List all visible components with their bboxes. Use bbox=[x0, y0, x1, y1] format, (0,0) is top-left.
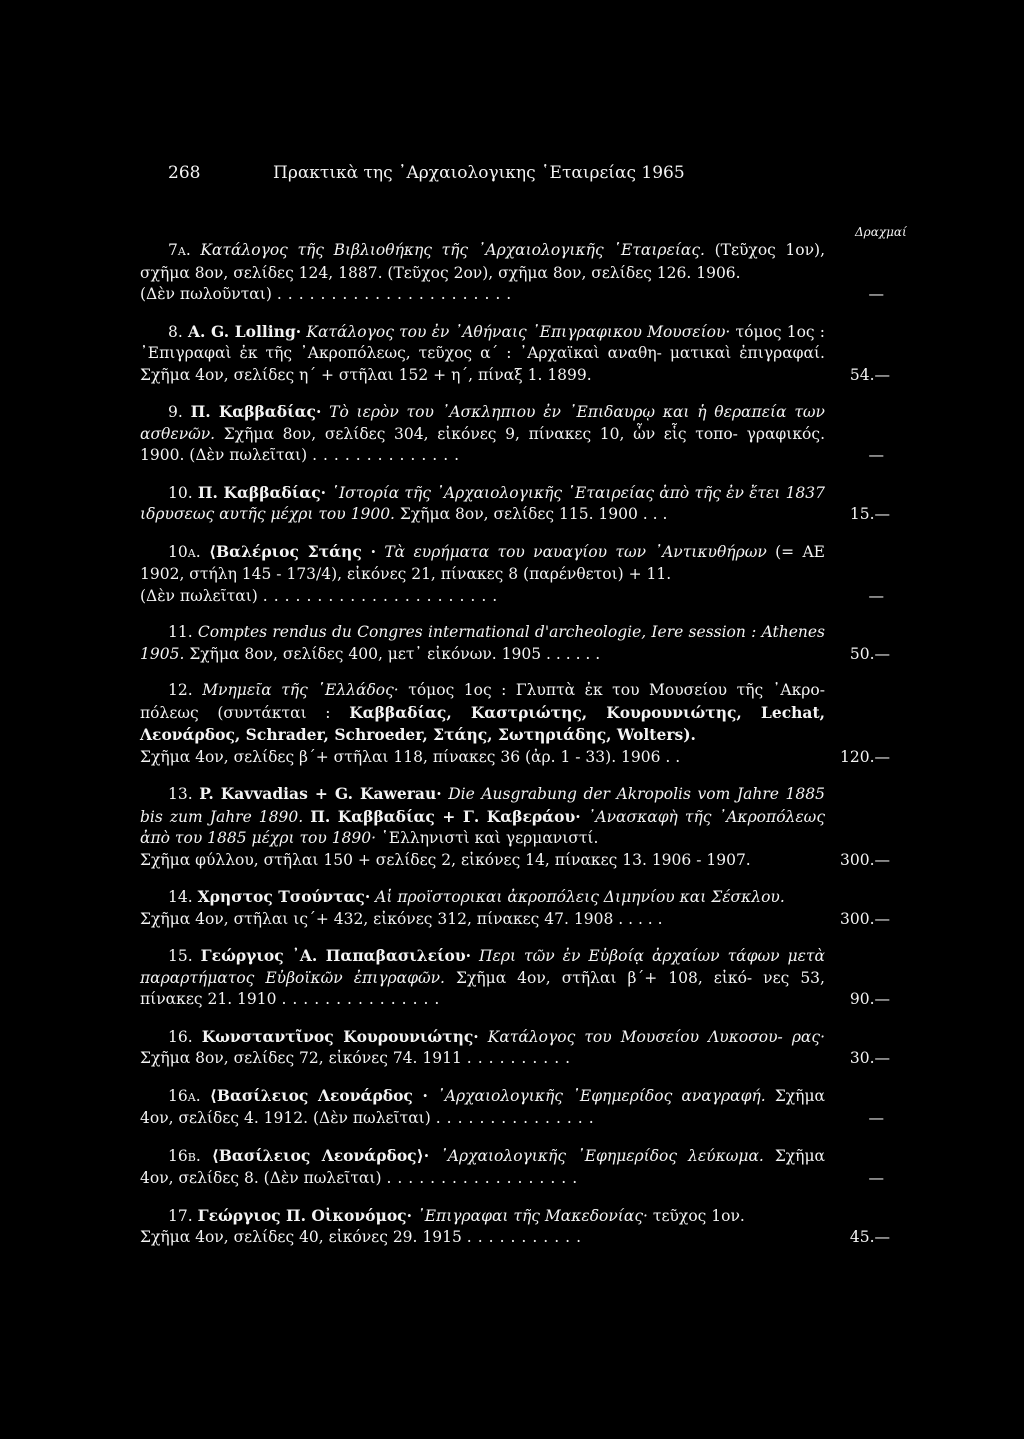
entry-price: 15.— bbox=[849, 505, 890, 523]
entry-price: 54.— bbox=[849, 365, 890, 384]
entry-title: Κατάλογος τῆς Βιβλιοθήκης τῆς ᾿Αρχαιολογικῆς ῾Εταιρείας. bbox=[200, 241, 705, 259]
entry-text: γραφικός. 1900. (Δὲν πωλεῖται) bbox=[140, 424, 825, 464]
entry-text: (Δὲν πωλεῖται) bbox=[140, 586, 258, 605]
entry-text: (= ΑΕ 1902, στήλη 145 - 173/4), εἰκόνες 21, πίνακες 8 (παρένθετοι) + 11. bbox=[140, 542, 825, 583]
entry-title-cont: μετὰ παραρτήματος Εὐβοϊκῶν ἐπιγραφῶν. bbox=[140, 947, 825, 987]
entry-author: A. G. Lolling· bbox=[187, 321, 302, 341]
entry-number: 11. bbox=[168, 623, 193, 641]
entry-number: 14. bbox=[168, 888, 193, 906]
entry-title-cont: Jahre 1885 bis zum Jahre 1890. bbox=[140, 785, 825, 826]
entry-text: Σχῆμα 4ον, σελίδες 40, εἰκόνες 29. 1915 bbox=[140, 1228, 462, 1246]
entry-price: 30.— bbox=[849, 1049, 890, 1067]
page-number: 268 bbox=[168, 163, 201, 183]
entry-title-cont: 1837 ιδρυσεως αυτῆς μέχρι του 1900. bbox=[140, 483, 826, 523]
catalogue-entry bbox=[140, 945, 890, 1011]
catalogue-entry: 16Α. ⟨Βασίλειος Λεονάρδος · ᾿Αρχαιολογικῆς ᾿Εφημερίδος αναγραφή. Σχῆμα 4ον, σελίδες 4. 1912. (Δὲν πωλεῖται) ............... — bbox=[140, 1085, 890, 1130]
entry-text: ματικαὶ ἐπιγραφαί. Σχῆμα 4ον, σελίδες η΄ + στῆλαι 152 + η΄, πίναξ 1. 1899. bbox=[140, 344, 825, 384]
entry-price: — bbox=[868, 285, 884, 303]
entry-text: νες 53, πίνακες 21. 1910 bbox=[140, 968, 825, 1008]
leader-dots: ...................... bbox=[276, 285, 518, 303]
entry-title: Κατάλογος του Μουσείου Λυκοσου- bbox=[487, 1027, 783, 1046]
entry-number: 16. bbox=[168, 1027, 193, 1046]
entry-number-suffix: Α bbox=[187, 1090, 196, 1104]
entry-title: Περι τῶν ἐν Εὐβοίᾳ ἀρχαίων τάφων bbox=[479, 947, 780, 965]
entry-title: ᾿Ανασκαφὴ bbox=[587, 807, 678, 826]
entry-number: 16 bbox=[168, 1086, 188, 1105]
entry-author: ⟨Βασίλειος Λεονάρδος⟩· bbox=[211, 1145, 430, 1165]
entry-price: — bbox=[868, 1169, 884, 1187]
entry-author: Γεώργιος ᾿Α. Παπαβασιλείου· bbox=[200, 946, 472, 965]
entry-author: Π. Καββαδίας· bbox=[190, 402, 322, 421]
entry-text: Σχῆμα 8ον, σελίδες 72, εἰκόνες 74. 1911 bbox=[140, 1049, 462, 1067]
entry-price: — bbox=[868, 586, 884, 605]
entry-text: τεῦχος 1ον. bbox=[652, 1206, 745, 1225]
entry-price: 120.— bbox=[839, 747, 890, 766]
entry-text: ῾Ελληνιστὶ καὶ γερμανιστί. bbox=[381, 829, 599, 847]
entry-title-cont: Athenes 1905. bbox=[140, 623, 825, 663]
catalogue-entry bbox=[140, 783, 890, 871]
page-header bbox=[168, 163, 848, 185]
entry-title: ᾿Αρχαιολογικῆς ᾿Εφημερίδος λεύκωμα. bbox=[440, 1146, 764, 1165]
running-title: Πρακτικὰ της ᾿Αρχαιολογικης ῾Εταιρείας 1965 bbox=[273, 163, 685, 183]
entry-text: 4ον, σελίδες 8. (Δὲν πωλεῖται) bbox=[140, 1169, 382, 1187]
entry-text: τόμος 1ος : Γλυπτὰ ἐκ του Μουσείου τῆς ᾿Ακρο- bbox=[408, 681, 825, 699]
entry-text: (Δὲν πωλοῦνται) bbox=[140, 285, 272, 303]
entry-price: — bbox=[868, 1109, 884, 1127]
entry-price: 300.— bbox=[839, 909, 890, 928]
entry-title: Die Ausgrabung der Akropolis vom bbox=[448, 785, 731, 803]
entry-price: 300.— bbox=[839, 850, 890, 869]
catalogue-list bbox=[140, 240, 890, 1264]
catalogue-entry: 10Α. ⟨Βαλέριος Στάης · Τὰ ευρήματα του ναυαγίου των ᾿Αντικυθήρων (= ΑΕ 1902, στήλη 145 - 173/4), εἰκόνες 21, πίνακες 8 (παρένθετοι) + 11. (Δὲν πωλεῖται) ...................... — bbox=[140, 541, 890, 608]
entry-title: Comptes rendus du Congres international d'archeologie, Iere session : bbox=[197, 623, 757, 641]
entry-number: 13. bbox=[168, 785, 193, 803]
catalogue-entry: 7Α. Κατάλογος τῆς Βιβλιοθήκης τῆς ᾿Αρχαιολογικῆς ῾Εταιρείας. (Τεῦχος 1ον), σχῆμα 8ον, σελίδες 124, 1887. (Τεῦχος 2ον), σχῆμα 8ον, σελίδες 126. 1906. (Δὲν πωλοῦνται) ...................... — bbox=[140, 240, 890, 306]
entry-contributors: Καββαδίας, Καστριώτης, Κουρουνιώτης, Lechat, bbox=[349, 702, 826, 722]
entry-title: ᾿Επιγραφαι τῆς Μακεδονίας· bbox=[416, 1206, 648, 1225]
entry-title: Τὰ ευρήματα του ναυαγίου των ᾿Αντικυθήρων bbox=[384, 542, 767, 561]
leader-dots: ........... bbox=[466, 1228, 587, 1246]
entry-text: πόλεως (συντάκται : bbox=[140, 703, 331, 722]
entry-text: Σχῆμα 4ον, στῆλαι β΄+ 108, εἰκό- bbox=[455, 968, 753, 987]
entry-title-cont: τῆς ᾿Ακροπόλεως ἀπὸ του 1885 μέχρι του 1890· bbox=[140, 807, 825, 847]
leader-dots: ............... bbox=[281, 990, 446, 1008]
entry-author: Π. Καββαδίας· bbox=[197, 482, 327, 502]
entry-text: Σχῆμα 4ον, στῆλαι ις΄+ 432, εἰκόνες 312, πίνακες 47. 1908 . . . . . bbox=[140, 909, 663, 928]
entry-text: Σχῆμα φύλλου, στῆλαι 150 + σελίδες 2, εἰκόνες 14, πίνακες 13. 1906 - 1907. bbox=[140, 850, 751, 869]
entry-text: 4ον, σελίδες 4. 1912. (Δὲν πωλεῖται) bbox=[140, 1109, 431, 1127]
entry-text: (Τεῦχος 1ον), bbox=[714, 241, 826, 259]
catalogue-entry bbox=[140, 1026, 890, 1070]
entry-number: 8. bbox=[168, 322, 183, 341]
entry-title: Μνημεῖα τῆς ῾Ελλάδος· bbox=[202, 681, 399, 699]
entry-number: 10. bbox=[168, 483, 193, 502]
entry-number: 10 bbox=[168, 542, 188, 561]
entry-price: 50.— bbox=[849, 644, 890, 663]
catalogue-entry: 16Β. ⟨Βασίλειος Λεονάρδος⟩· ᾿Αρχαιολογικῆς ᾿Εφημερίδος λεύκωμα. Σχῆμα 4ον, σελίδες 8. (Δὲν πωλεῖται) .................. — bbox=[140, 1145, 890, 1190]
entry-number: 16 bbox=[168, 1146, 188, 1165]
entry-text: Σχῆμα bbox=[774, 1086, 825, 1105]
entry-price: 90.— bbox=[849, 990, 890, 1008]
entry-number: 7 bbox=[168, 241, 178, 259]
entry-author: Κωνσταντῖνος Κουρουνιώτης· bbox=[201, 1026, 479, 1046]
entry-text: Σχῆμα 4ον, σελίδες β΄+ στῆλαι 118, πίνακες 36 (ἀρ. 1 - 33). 1906 . . bbox=[140, 747, 681, 766]
entry-title: Τὸ ιερὸν του ᾿Ασκληπιου ἐν ᾿Επιδαυρῳ και ἡ θεραπεία bbox=[329, 403, 787, 421]
entry-author: ⟨Βασίλειος Λεονάρδος · bbox=[209, 1085, 428, 1105]
entry-title-cont: των ασθενῶν. bbox=[140, 403, 825, 443]
entry-number: 17. bbox=[168, 1206, 193, 1225]
price-column-heading: Δραχμαί bbox=[855, 225, 907, 239]
entry-number: 9. bbox=[168, 403, 183, 421]
entry-contributors: Λεονάρδος, Schrader, Schroeder, Στάης, Σωτηριάδης, Wolters). bbox=[140, 725, 696, 744]
entry-author: ⟨Βαλέριος Στάης · bbox=[208, 541, 376, 561]
entry-title-cont: ρας· bbox=[791, 1027, 825, 1046]
leader-dots: .............. bbox=[312, 446, 466, 464]
catalogue-entry bbox=[140, 680, 890, 768]
catalogue-entry bbox=[140, 886, 890, 930]
entry-number-suffix: Α bbox=[187, 546, 196, 560]
entry-author: Γεώργιος Π. Οἰκονόμος· bbox=[197, 1205, 412, 1225]
entry-author: P. Kavvadias + G. Kawerau· bbox=[199, 784, 442, 803]
leader-dots: ...................... bbox=[262, 586, 504, 605]
entry-text: Σχῆμα 8ον, σελίδες 304, εἰκόνες 9, πίνακες 10, ὧν εἷς τοπο- bbox=[223, 424, 738, 443]
catalogue-entry bbox=[140, 622, 890, 665]
entry-text: Σχῆμα bbox=[774, 1146, 825, 1165]
catalogue-entry bbox=[140, 401, 890, 467]
entry-text: Σχῆμα 8ον, σελίδες 400, μετ᾿ εἰκόνων. 1905 . . . . . . bbox=[189, 644, 601, 663]
catalogue-entry bbox=[140, 321, 890, 387]
leader-dots: .................. bbox=[386, 1169, 584, 1187]
entry-author: Π. Καββαδίας + Γ. Καβεράου· bbox=[310, 806, 581, 826]
entry-price: — bbox=[868, 446, 884, 464]
entry-number: 12. bbox=[168, 681, 193, 699]
entry-price: 45.— bbox=[849, 1228, 890, 1246]
leader-dots: ............... bbox=[435, 1109, 600, 1127]
entry-author: Χρηστος Τσούντας· bbox=[197, 887, 371, 906]
entry-number: 15. bbox=[168, 947, 193, 965]
entry-number-suffix: Α bbox=[177, 245, 186, 258]
entry-title: Κατάλογος του ἐν ᾿Αθήναις ᾿Επιγραφικου Μουσείου· bbox=[306, 322, 731, 341]
entry-number-suffix: Β bbox=[187, 1150, 196, 1164]
catalogue-entry bbox=[140, 482, 890, 526]
entry-text: σχῆμα 8ον, σελίδες 124, 1887. (Τεῦχος 2ον), σχῆμα 8ον, σελίδες 126. 1906. bbox=[140, 263, 741, 282]
entry-title: ῾Ιστορία τῆς ᾿Αρχαιολογικῆς ῾Εταιρείας ἀπὸ τῆς ἐν ἔτει bbox=[331, 483, 781, 502]
entry-text: τόμος 1ος : ᾿Επιγραφαὶ ἐκ τῆς ᾿Ακροπόλεως, τεῦχος α΄ : ᾿Αρχαϊκαὶ αναθη- bbox=[140, 322, 825, 362]
entry-text: Σχῆμα 8ον, σελίδες 115. 1900 . . . bbox=[399, 505, 668, 523]
entry-title: Αἱ προϊστορικαι ἀκροπόλεις Διμηνίου και Σέσκλου. bbox=[375, 888, 785, 906]
entry-title: ᾿Αρχαιολογικῆς ᾿Εφημερίδος αναγραφή. bbox=[437, 1086, 766, 1105]
leader-dots: .......... bbox=[466, 1049, 577, 1067]
catalogue-entry bbox=[140, 1205, 890, 1249]
